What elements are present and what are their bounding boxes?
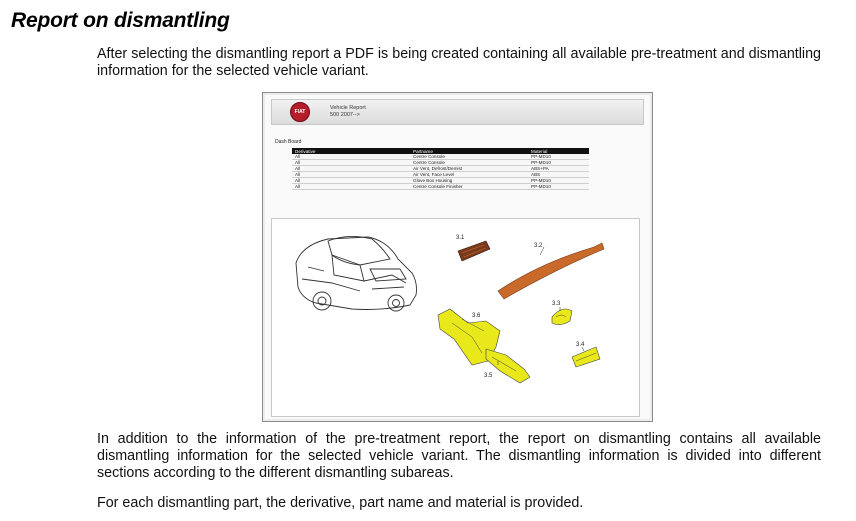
partname-cell: Glove Box Housing [410,178,528,184]
part-label-3-5: 3.5 [484,373,493,379]
material-cell: PP-MD10 [528,184,589,190]
details-paragraph: In addition to the information of the pre-treatment report, the report on dismantling contains all available dismantling information for the selected vehicle variant. The dismantling information is divided into different sections according to the different dismantling subareas. [97,431,821,481]
material-cell: ABS [528,172,589,178]
derivative-cell: All [292,172,410,178]
part-label-3-6: 3.6 [472,313,481,319]
fiat-logo-icon: FIAT [290,102,310,122]
exploded-parts-drawing [271,218,640,417]
parts-table [292,148,589,190]
report-section-title: Dash Board [275,139,302,145]
report-title-line2: 500 2007--> [330,112,360,118]
summary-paragraph: For each dismantling part, the derivative, part name and material is provided. [97,495,584,511]
derivative-cell: All [292,166,410,172]
column-header: Derivative [292,148,410,154]
part-label-3-2: 3.2 [534,243,543,249]
part-label-3-4: 3.4 [576,342,585,348]
part-3-4 [572,347,600,367]
derivative-cell: All [292,184,410,190]
part-3-3 [552,309,572,325]
column-header: Material [528,148,589,154]
report-title [330,105,366,119]
intro-paragraph: After selecting the dismantling report a PDF is being created containing all available pre-treatment and dismantling information for the selected vehicle variant. [97,46,821,79]
report-preview [262,92,653,422]
part-3-5 [486,349,530,383]
partname-cell: Air Vent, Defrost/Demist [410,166,528,172]
part-3-1 [458,241,490,261]
partname-cell: Centre Console Finisher [410,184,528,190]
derivative-cell: All [292,154,410,160]
part-3-2 [498,243,604,299]
report-header [271,99,644,125]
material-cell: ABS+PA [528,166,589,172]
page-heading: Report on dismantling [11,9,230,32]
part-label-3-3: 3.3 [552,301,561,307]
report-title-line1: Vehicle Report [330,105,366,111]
derivative-cell: All [292,178,410,184]
part-label-3-1: 3.1 [456,235,465,241]
column-header: Partname [410,148,528,154]
material-cell: PP-MD10 [528,154,589,160]
partname-cell: Centre Console [410,160,528,166]
material-cell: PP-MD10 [528,178,589,184]
derivative-cell: All [292,160,410,166]
parts-illustration [272,219,641,418]
leader-lines [498,247,584,365]
material-cell: PP-MD10 [528,160,589,166]
partname-cell: Centre Console [410,154,528,160]
table-row [292,184,589,190]
partname-cell: Air Vent, Face Level [410,172,528,178]
car-outline-icon [296,236,417,311]
